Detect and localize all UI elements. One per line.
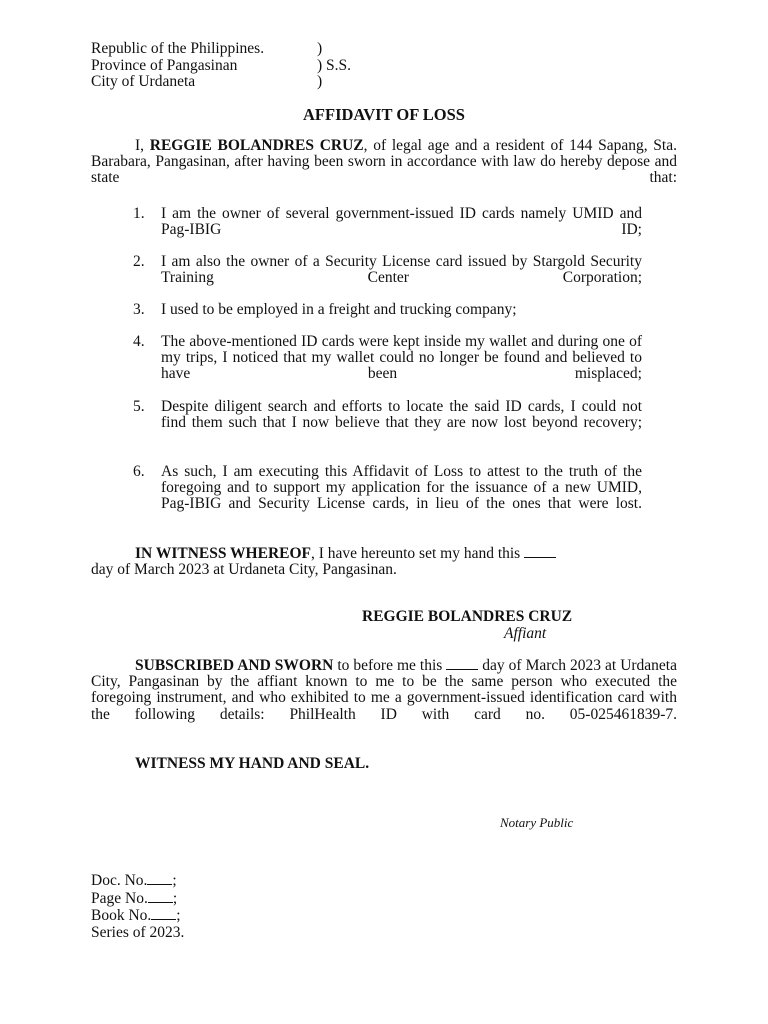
docket-series: Series of 2023. [91,923,185,941]
list-item [133,398,642,432]
item-number: 1. [133,205,145,222]
document-title: AFFIDAVIT OF LOSS [303,105,465,124]
list-item [133,253,642,287]
item-number: 5. [133,398,145,415]
docket-blank [148,890,173,903]
jurat-paragraph: SUBSCRIBED AND SWORN to before me this day of March 2023 at Urdaneta City, Pangasinan by the affiant known to me to be the same person who executed the foregoing instrument, and who exhibited to me a government-issued identification card with the following details: PhilHealth ID with card no. 05-025461839-7. [91,657,677,723]
venue-line: Province of Pangasinan ) S.S. [91,56,352,74]
notary-label: Notary Public [500,815,574,830]
item-number: 6. [133,463,145,480]
item-number: 2. [133,253,145,270]
docket-blank [151,907,176,920]
signature-name: REGGIE BOLANDRES CRUZ [362,608,573,625]
item-text: The above-mentioned ID cards were kept inside my wallet and during one of my trips, I noticed that my wallet could no longer be found and believed to have been misplaced; [161,333,642,383]
docket-book: Book No. ; [91,907,181,924]
venue-line: City of Urdaneta ) [91,73,323,90]
date-blank [524,545,556,558]
item-text: As such, I am executing this Affidavit of Loss to attest to the truth of the foregoing and to support my application for the issuance of a new UMID, Pag-IBIG and Security License cards, in lieu of the ones that were lost. [161,463,642,513]
list-item [133,205,642,239]
docket-doc: Doc. No. ; [91,872,177,889]
docket-block [91,872,184,941]
venue-bracket: ) [317,73,323,90]
item-number: 3. [133,301,145,318]
item-text: I used to be employed in a freight and trucking company; [161,301,517,318]
witness-line-2: day of March 2023 at Urdaneta City, Pangasinan. [91,561,397,578]
signature-role: Affiant [504,625,547,642]
hand-seal-line: WITNESS MY HAND AND SEAL. [135,755,370,772]
item-text: I am the owner of several government-issued ID cards namely UMID and Pag-IBIG ID; [161,205,642,239]
venue-block [91,40,352,91]
venue-line: Republic of the Philippines. ) [91,40,323,57]
witness-line-1: IN WITNESS WHEREOF, I have hereunto set my hand this [135,545,556,562]
venue-bracket: ) [317,40,323,57]
list-item [133,301,642,318]
list-item [133,333,642,383]
date-blank [446,657,478,670]
item-text: I am also the owner of a Security License card issued by Stargold Security Training Center Corporation; [161,253,642,287]
affiant-name: REGGIE BOLANDRES CRUZ [149,137,364,154]
item-text: Despite diligent search and efforts to locate the said ID cards, I could not find them such that I now believe that they are now lost beyond recovery; [161,398,642,432]
item-number: 4. [133,333,145,350]
intro-paragraph: I, REGGIE BOLANDRES CRUZ, of legal age and a resident of 144 Sapang, Sta. Barabara, Pangasinan, after having been sworn in accordance with law do hereby depose and state that: [91,137,677,187]
docket-page: Page No. ; [91,889,178,907]
docket-blank [147,872,172,885]
venue-bracket: ) S.S. [317,56,352,74]
list-item [133,463,642,513]
